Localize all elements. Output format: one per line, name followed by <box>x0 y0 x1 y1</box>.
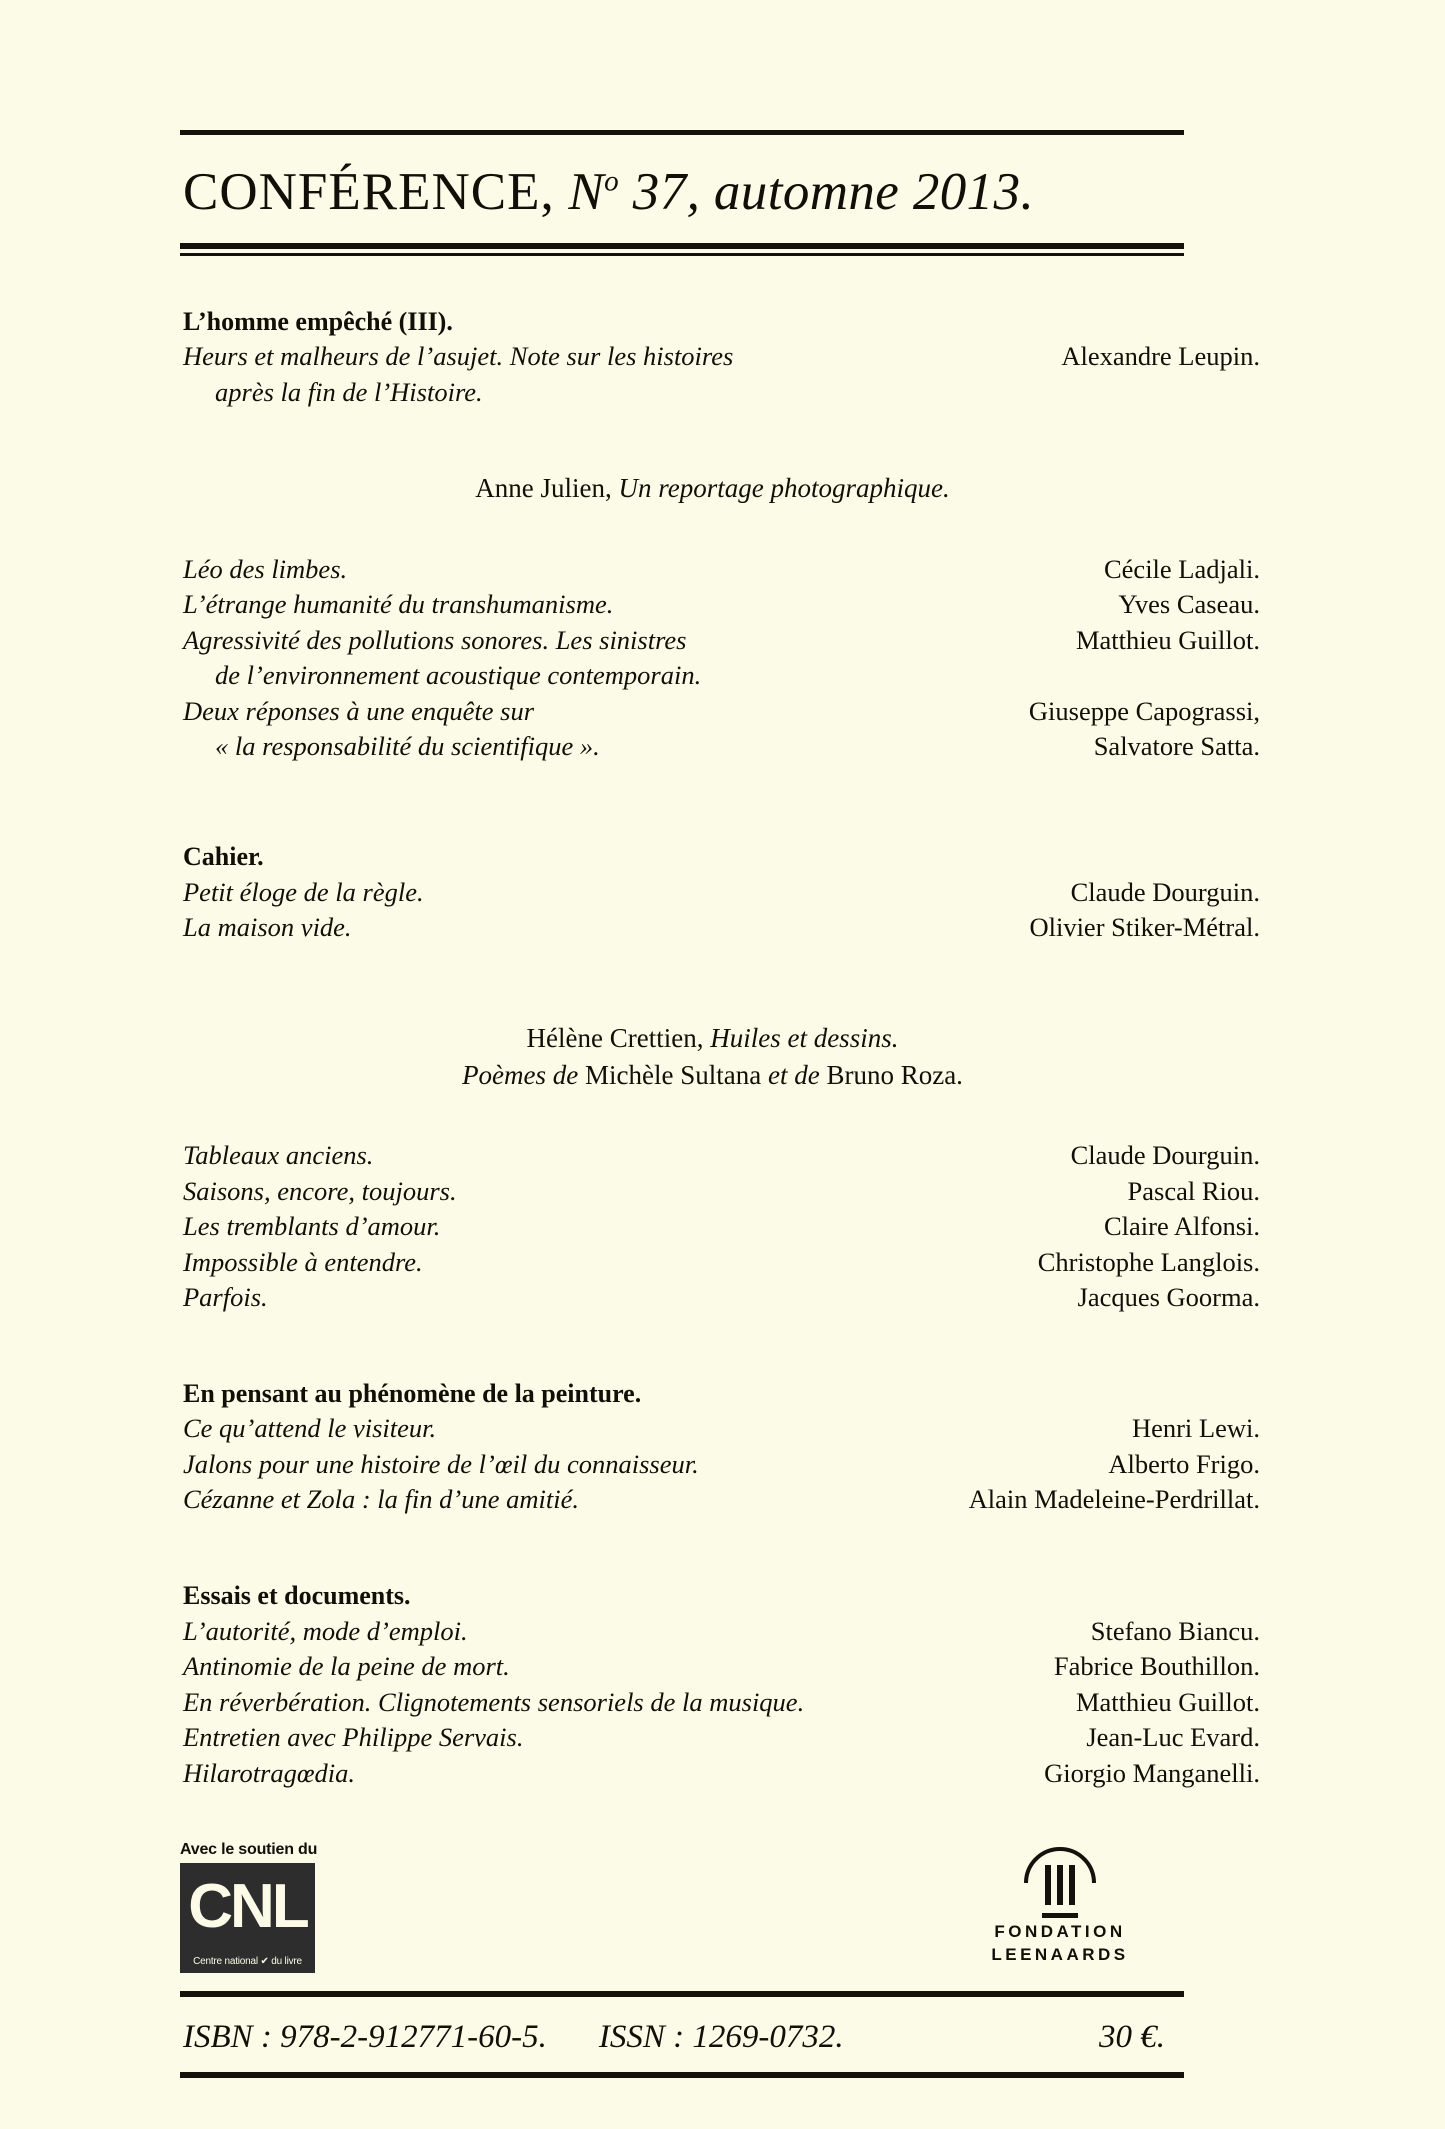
content-sheet <box>175 130 1260 2078</box>
table-row <box>175 304 1260 340</box>
entry-title: La maison vide. <box>183 912 352 943</box>
entry-author: Alberto Frigo. <box>1108 1448 1260 1479</box>
entry-title: Parfois. <box>183 1282 268 1313</box>
table-row <box>175 1174 1260 1210</box>
entry-author: Alexandre Leupin. <box>1061 341 1260 372</box>
table-row <box>175 910 1260 946</box>
footer-identifiers <box>175 1997 1179 2072</box>
table-row <box>175 1245 1260 1281</box>
table-row <box>175 1614 1260 1650</box>
entry-title: Jalons pour une histoire de l’œil du connaisseur. <box>183 1448 699 1479</box>
poet-name-1: Michèle Sultana <box>585 1059 768 1090</box>
entry-title: Impossible à entendre. <box>183 1246 423 1277</box>
entry-author: Matthieu Guillot. <box>1075 624 1260 655</box>
table-row <box>175 658 1260 694</box>
photographer-work: Un reportage photographique. <box>618 473 950 504</box>
section-heading: En pensant au phénomène de la peinture. <box>183 1378 642 1408</box>
entry-title: Les tremblants d’amour. <box>183 1211 441 1242</box>
entry-author: Christophe Langlois. <box>1037 1246 1260 1277</box>
artist-work: Huiles et dessins. <box>710 1022 899 1053</box>
entry-author: Claude Dourguin. <box>1070 1140 1260 1171</box>
issue-label: N <box>568 163 605 221</box>
table-row <box>175 623 1260 659</box>
table-row <box>175 1578 1260 1614</box>
leenaards-line-1: FONDATION <box>994 1922 1126 1942</box>
cnl-logo-icon <box>180 1863 315 1973</box>
table-row <box>175 339 1260 375</box>
table-row <box>175 1685 1260 1721</box>
entry-author: Stefano Biancu. <box>1090 1615 1260 1646</box>
table-row <box>175 375 1260 411</box>
entry-author: Yves Caseau. <box>1118 589 1260 620</box>
toc-section-lhomme-empeche <box>175 304 1260 411</box>
section-heading: Essais et documents. <box>183 1580 411 1610</box>
entry-author: Giuseppe Capograssi, <box>1028 695 1260 726</box>
entry-title: Cézanne et Zola : la fin d’une amitié. <box>183 1484 579 1515</box>
table-row <box>175 839 1260 875</box>
cnl-letters: CNL <box>188 1872 307 1942</box>
table-row <box>175 587 1260 623</box>
entry-author: Claire Alfonsi. <box>1103 1211 1260 1242</box>
art-credit-line-1 <box>175 1020 1260 1057</box>
table-row <box>175 552 1260 588</box>
art-credit-line-2 <box>175 1057 1260 1094</box>
cnl-logo-group <box>180 1841 380 1973</box>
table-row <box>175 694 1260 730</box>
poems-de: de <box>552 1059 586 1090</box>
entry-author: Olivier Stiker-Métral. <box>1029 912 1260 943</box>
issn-value: ISSN : 1269-0732. <box>598 2019 844 2056</box>
entry-title: En réverbération. Clignotements sensoriels de la musique. <box>183 1686 805 1717</box>
entry-title: Agressivité des pollutions sonores. Les sinistres <box>183 624 687 655</box>
table-row <box>175 1649 1260 1685</box>
issue-number: 37, <box>632 163 701 221</box>
entry-author: Matthieu Guillot. <box>1075 1686 1260 1717</box>
entry-author: Salvatore Satta. <box>1093 731 1260 762</box>
leenaards-logo-group <box>945 1843 1175 1967</box>
table-of-contents <box>175 304 1260 1792</box>
masthead-bottom-rules <box>180 243 1184 256</box>
entry-title: Léo des limbes. <box>183 553 348 584</box>
toc-section-poems <box>175 1138 1260 1316</box>
entry-author: Fabrice Bouthillon. <box>1053 1651 1260 1682</box>
entry-title: Hilarotragœdia. <box>183 1757 356 1788</box>
entry-author: Cécile Ladjali. <box>1104 553 1260 584</box>
toc-section-articles <box>175 552 1260 765</box>
table-row <box>175 1482 1260 1518</box>
poems-etde: et de <box>767 1059 827 1090</box>
toc-section-cahier <box>175 839 1260 946</box>
entry-title-continuation: de l’environnement acoustique contemporain. <box>215 660 702 691</box>
table-row <box>175 1756 1260 1792</box>
section-heading: Cahier. <box>183 841 264 871</box>
entry-author: Henri Lewi. <box>1131 1413 1260 1444</box>
poet-name-2: Bruno Roza. <box>826 1059 963 1090</box>
entry-author: Jacques Goorma. <box>1077 1282 1260 1313</box>
photo-credit-line <box>175 470 1260 507</box>
cnl-caption: Centre national ✔ du livre <box>193 1956 302 1968</box>
table-row <box>175 1138 1260 1174</box>
entry-title: Entretien avec Philippe Servais. <box>183 1722 524 1753</box>
entry-title: Ce qu’attend le visiteur. <box>183 1413 437 1444</box>
table-row <box>175 1447 1260 1483</box>
masthead-rule-thick <box>180 243 1184 249</box>
table-row <box>175 729 1260 765</box>
entry-author: Pascal Riou. <box>1127 1175 1260 1206</box>
issue-label-sup: o <box>604 165 620 198</box>
entry-author: Alain Madeleine-Perdrillat. <box>968 1484 1260 1515</box>
table-row <box>175 875 1260 911</box>
masthead-title <box>175 135 1260 231</box>
entry-title: Petit éloge de la règle. <box>183 876 424 907</box>
entry-author: Claude Dourguin. <box>1070 876 1260 907</box>
leenaards-columns-icon <box>1020 1843 1100 1921</box>
footer-bottom-rule <box>180 2072 1184 2078</box>
poems-label: Poèmes <box>462 1059 553 1090</box>
entry-author: Giorgio Manganelli. <box>1044 1757 1260 1788</box>
masthead-rule-thin <box>180 253 1184 256</box>
toc-section-peinture <box>175 1376 1260 1518</box>
photographer-name: Anne Julien, <box>475 473 619 504</box>
entry-title: L’autorité, mode d’emploi. <box>183 1615 468 1646</box>
entry-title: L’étrange humanité du transhumanisme. <box>183 589 614 620</box>
section-heading: L’homme empêché (III). <box>183 306 453 336</box>
toc-section-essais <box>175 1578 1260 1791</box>
table-row <box>175 1411 1260 1447</box>
price-value: 30 €. <box>1099 2019 1165 2056</box>
isbn-value: ISBN : 978-2-912771-60-5. <box>183 2019 547 2056</box>
entry-title: Saisons, encore, toujours. <box>183 1175 457 1206</box>
table-row <box>175 1280 1260 1316</box>
entry-title-continuation: après la fin de l’Histoire. <box>215 376 483 407</box>
sponsor-logos <box>175 1841 1260 1991</box>
table-row <box>175 1209 1260 1245</box>
table-row <box>175 1720 1260 1756</box>
entry-title: Antinomie de la peine de mort. <box>183 1651 510 1682</box>
entry-title: Heurs et malheurs de l’asujet. Note sur les histoires <box>183 341 734 372</box>
entry-author: Jean-Luc Evard. <box>1086 1722 1260 1753</box>
entry-title: Deux réponses à une enquête sur <box>183 695 535 726</box>
entry-title: Tableaux anciens. <box>183 1140 374 1171</box>
artist-name: Hélène Crettien, <box>526 1022 711 1053</box>
leenaards-line-2: LEENAARDS <box>991 1945 1129 1965</box>
entry-title-continuation: « la responsabilité du scientifique ». <box>215 731 600 762</box>
cnl-support-text: Avec le soutien du <box>180 1841 318 1859</box>
journal-name: CONFÉRENCE, <box>183 163 555 221</box>
issue-season-year: automne 2013. <box>713 163 1035 221</box>
table-row <box>175 1376 1260 1412</box>
